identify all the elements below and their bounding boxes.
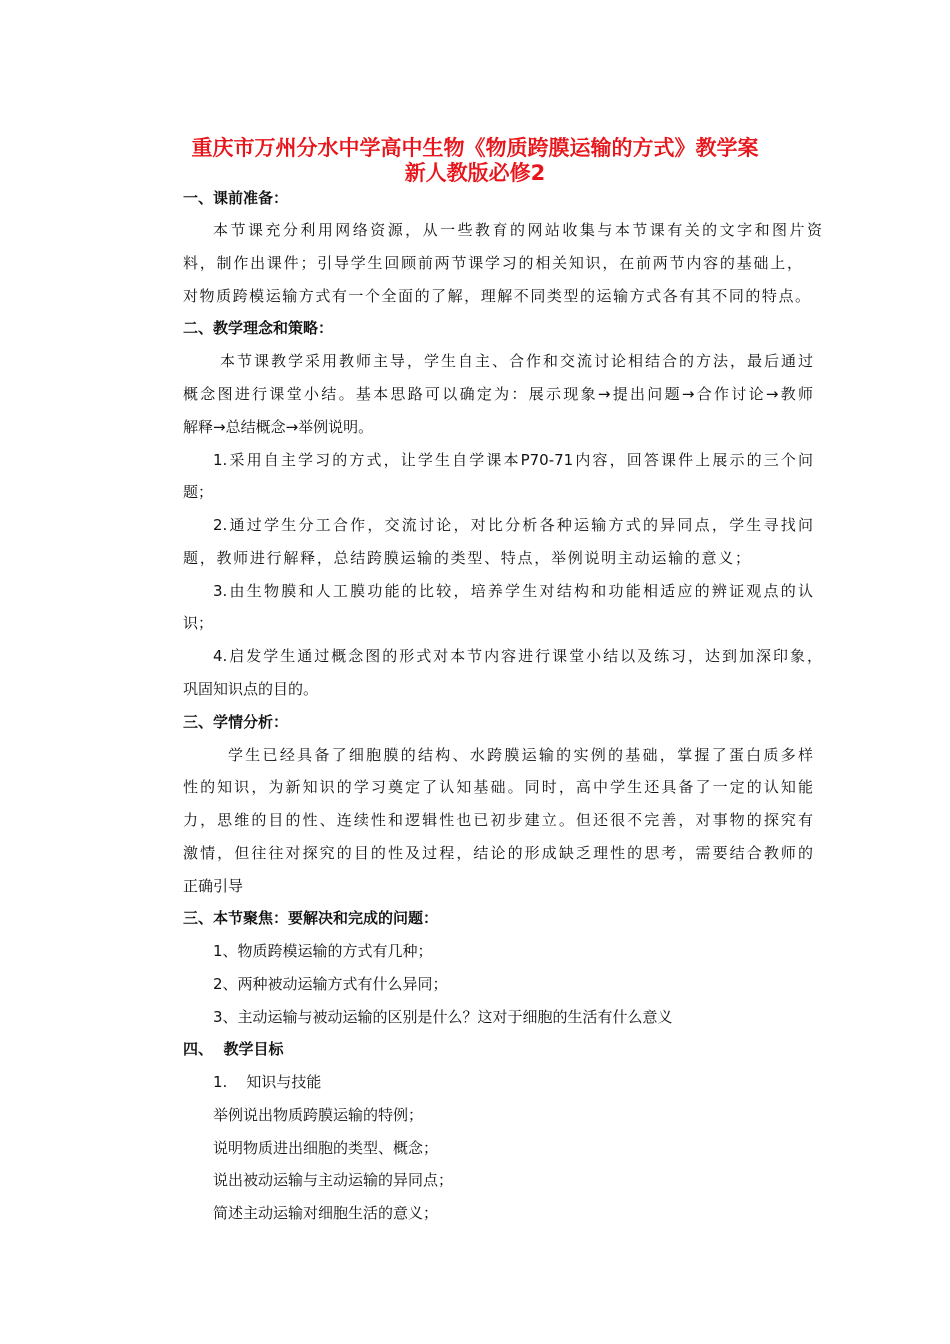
list-item: 4.启发学生通过概念图的形式对本节内容进行课堂小结以及练习，达到加深印象，: [213, 647, 822, 665]
list-item: 简述主动运输对细胞生活的意义；: [213, 1204, 439, 1222]
list-item: 说明物质进出细胞的类型、概念；: [213, 1139, 439, 1157]
list-item: 1.采用自主学习的方式，让学生自学课本P70-71内容，回答课件上展示的三个问: [213, 451, 813, 469]
list-item: 1. 知识与技能: [213, 1073, 322, 1091]
section-heading-analysis: 三、学情分析：: [183, 713, 289, 731]
section-heading-strategy: 二、教学理念和策略：: [183, 319, 334, 337]
paragraph-line: 学生已经具备了细胞膜的结构、水跨膜运输的实例的基础，掌握了蛋白质多样: [228, 746, 813, 764]
document-title-line-1: 重庆市万州分水中学高中生物《物质跨膜运输的方式》教学案: [191, 136, 759, 160]
paragraph-line: 本节课充分利用网络资源，从一些教育的网站收集与本节课有关的文字和图片资: [213, 221, 822, 239]
list-item: 举例说出物质跨膜运输的特例；: [213, 1106, 424, 1124]
paragraph-line: 正确引导: [183, 877, 244, 895]
paragraph-line: 巩固知识点的目的。: [183, 680, 319, 698]
paragraph-line: 题，教师进行解释，总结跨膜运输的类型、特点，举例说明主动运输的意义；: [183, 549, 750, 567]
paragraph-line: 料，制作出课件；引导学生回顾前两节课学习的相关知识，在前两节内容的基础上，: [183, 254, 802, 272]
paragraph-line: 对物质跨模运输方式有一个全面的了解，理解不同类型的运输方式各有其不同的特点。: [183, 287, 810, 305]
paragraph-line: 性的知识，为新知识的学习奠定了认知基础。同时，高中学生还具备了一定的认知能: [183, 778, 813, 796]
list-item: 说出被动运输与主动运输的异同点；: [213, 1171, 454, 1189]
paragraph-line: 本节课教学采用教师主导，学生自主、合作和交流讨论相结合的方法，最后通过: [220, 352, 813, 370]
paragraph-line: 题；: [183, 483, 214, 501]
list-item: 2、两种被动运输方式有什么异同；: [213, 975, 448, 993]
paragraph-line: 概念图进行课堂小结。基本思路可以确定为：展示现象→提出问题→合作讨论→教师: [183, 385, 813, 403]
list-item: 2.通过学生分工合作，交流讨论，对比分析各种运输方式的异同点，学生寻找问: [213, 516, 813, 534]
section-heading-focus: 三、本节聚焦：要解决和完成的问题：: [183, 909, 439, 927]
paragraph-line: 识；: [183, 614, 214, 632]
section-heading-objectives: 四、 教学目标: [183, 1040, 284, 1058]
paragraph-line: 解释→总结概念→举例说明。: [183, 418, 374, 436]
section-heading-prep: 一、课前准备：: [183, 189, 289, 207]
paragraph-line: 力，思维的目的性、连续性和逻辑性也已初步建立。但还很不完善，对事物的探究有: [183, 811, 813, 829]
list-item: 3.由生物膜和人工膜功能的比较，培养学生对结构和功能相适应的辨证观点的认: [213, 582, 813, 600]
list-item: 1、物质跨模运输的方式有几种；: [213, 942, 433, 960]
paragraph-line: 激情，但往往对探究的目的性及过程，结论的形成缺乏理性的思考，需要结合教师的: [183, 844, 813, 862]
document-title-line-2: 新人教版必修2: [404, 161, 546, 185]
list-item: 3、主动运输与被动运输的区别是什么？这对于细胞的生活有什么意义: [213, 1008, 673, 1026]
